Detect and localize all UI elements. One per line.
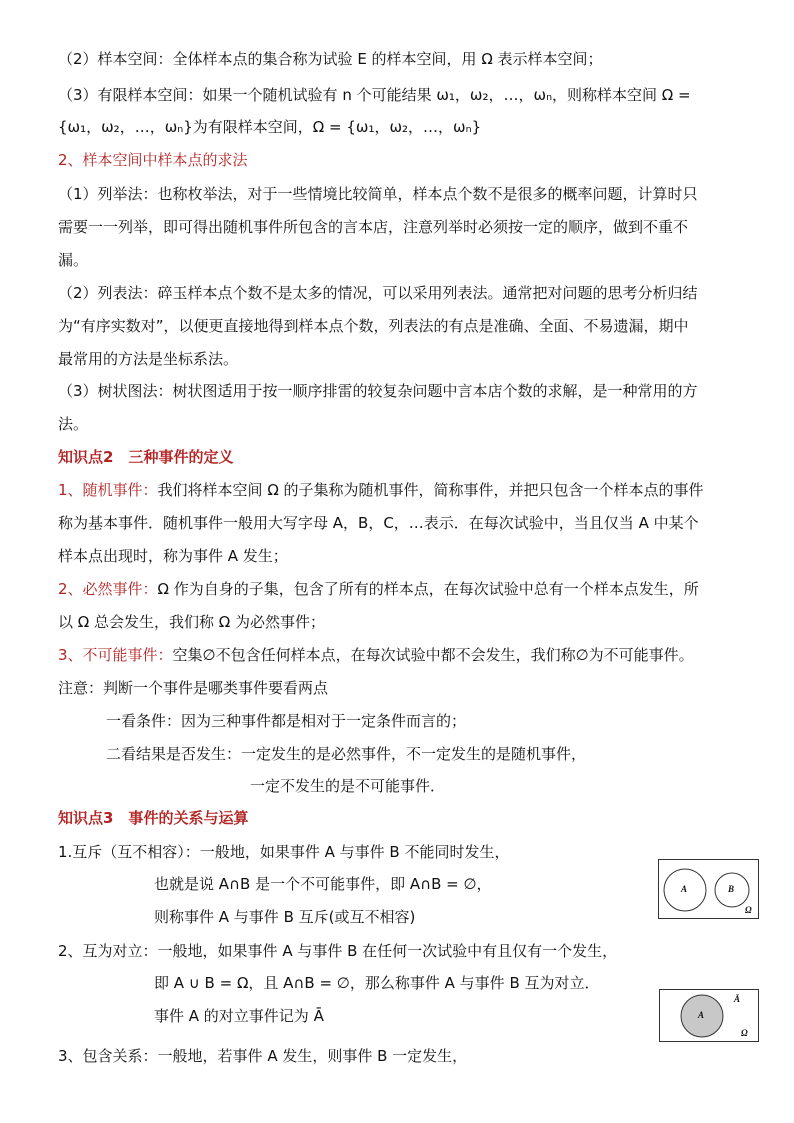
l2: （3）有限样本空间：如果一个随机试验有 n 个可能结果 ω₁，ω₂，…，ωₙ，则称样本空间 Ω = [58, 86, 691, 104]
venn-mutually-exclusive-drawing [659, 860, 758, 918]
l6: 需要一一列举，即可得出随机事件所包含的言本店，注意列举时必须按一定的顺序，做到不重不 [58, 218, 689, 236]
circle-b-label: B [728, 884, 735, 894]
l7: 漏。 [58, 251, 89, 269]
impossible-event-text: 空集∅不包含任何样本点，在每次试验中都不会发生，我们称∅为不可能事件。 [172, 646, 694, 664]
l8: （2）列表法：碎玉样本点个数不是太多的情况，可以采用列表法。通常把对问题的思考分析归结 [58, 284, 698, 302]
l1: （2）样本空间：全体样本点的集合称为试验 E 的样本空间，用 Ω 表示样本空间； [58, 50, 603, 68]
certain-event-label: 2、必然事件： [58, 580, 158, 598]
certain-event-line [58, 579, 699, 599]
random-event-text: 我们将样本空间 Ω 的子集称为随机事件，简称事件，并把只包含一个样本点的事件 [157, 481, 704, 499]
l11: （3）树状图法：树状图适用于按一顺序排雷的较复杂问题中言本店个数的求解，是一种常用的方 [58, 382, 698, 400]
impossible-event-line [58, 645, 694, 665]
certain-event-text: Ω 作为自身的子集，包含了所有的样本点，在每次试验中总有一个样本点发生，所 [157, 580, 699, 598]
l28: 事件 A 的对立事件记为 Ā [154, 1007, 324, 1025]
l24: 也就是说 A∩B 是一个不可能事件，即 A∩B = ∅， [154, 875, 492, 893]
section-heading-sample-point-methods: 2、样本空间中样本点的求法 [58, 151, 248, 169]
omega-label: Ω [745, 905, 752, 915]
l19: 注意：判断一个事件是哪类事件要看两点 [58, 679, 329, 697]
l9: 为“有序实数对”，以便更直接地得到样本点个数，列表法的有点是准确、全面、不易遗漏，期中 [58, 317, 689, 335]
l14: 称为基本事件．随机事件一般用大写字母 A，B，C，…表示．在每次试验中，当且仅当 A 中某个 [58, 514, 699, 532]
l17: 以 Ω 总会发生，我们称 Ω 为必然事件； [58, 613, 325, 631]
venn-complementary [659, 989, 759, 1042]
l21: 二看结果是否发生：一定发生的是必然事件，不一定发生的是随机事件， [106, 745, 587, 763]
l23: 1.互斥（互不相容）：一般地，如果事件 A 与事件 B 不能同时发生， [58, 843, 510, 861]
circle-a-label: A [681, 884, 688, 894]
impossible-event-label: 3、不可能事件： [58, 646, 173, 664]
l27: 即 A ∪ B = Ω，且 A∩B = ∅，那么称事件 A 与事件 B 互为对立． [154, 974, 600, 992]
l10: 最常用的方法是坐标系法。 [58, 350, 239, 368]
l26: 2、互为对立：一般地，如果事件 A 与事件 B 在任何一次试验中有且仅有一个发生， [58, 942, 618, 960]
knowledge-point-2-heading: 知识点2 三种事件的定义 [58, 448, 234, 466]
complement-label: Ā [734, 994, 741, 1004]
knowledge-point-3-heading: 知识点3 事件的关系与运算 [58, 809, 249, 827]
l22: 一定不发生的是不可能事件． [250, 777, 446, 795]
omega-label-2: Ω [741, 1028, 748, 1038]
l3: {ω₁，ω₂，…，ωₙ}为有限样本空间，Ω = {ω₁，ω₂，…，ωₙ} [58, 118, 482, 136]
l29: 3、包含关系：一般地，若事件 A 发生，则事件 B 一定发生， [58, 1047, 468, 1065]
l25: 则称事件 A 与事件 B 互斥(或互不相容) [154, 908, 416, 926]
l20: 一看条件：因为三种事件都是相对于一定条件而言的； [106, 712, 467, 730]
circle-a-label-2: A [698, 1010, 705, 1020]
l12: 法。 [58, 415, 89, 433]
random-event-label: 1、随机事件： [58, 481, 158, 499]
l5: （1）列举法：也称枚举法，对于一些情境比较简单，样本点个数不是很多的概率问题，计算时只 [58, 185, 698, 203]
random-event-line [58, 480, 704, 500]
l15: 样本点出现时，称为事件 A 发生； [58, 547, 288, 565]
venn-mutually-exclusive [658, 859, 759, 919]
